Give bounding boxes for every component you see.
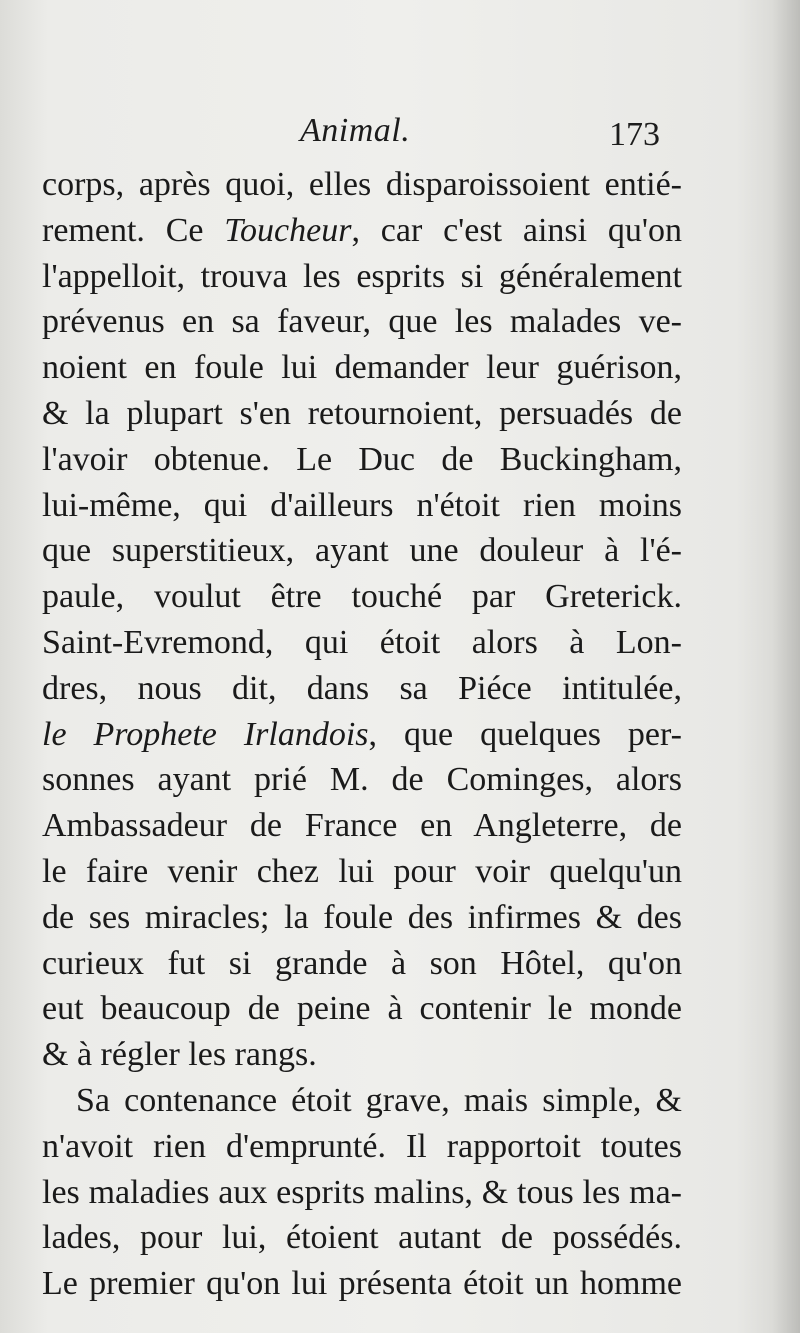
text-line: n'avoit rien d'emprunté. Il rapportoit toutes <box>42 1127 682 1165</box>
text-line: que superstitieux, ayant une douleur à l'é- <box>42 532 682 570</box>
text-line: eut beaucoup de peine à contenir le monde <box>42 990 682 1028</box>
text-line: les maladies aux esprits malins, & tous les ma- <box>42 1173 682 1211</box>
text-line: Ambassadeur de France en Angleterre, de <box>42 807 682 845</box>
text-line: de ses miracles; la foule des infirmes & des <box>42 898 682 936</box>
text-line: lades, pour lui, étoient autant de possédés. <box>42 1219 682 1257</box>
text-line: noient en foule lui demander leur guérison, <box>42 349 682 387</box>
text-line: & à régler les rangs. <box>42 1036 317 1074</box>
page-number: 173 <box>609 116 660 153</box>
paragraph-2 <box>42 1078 682 1307</box>
text-line: & la plupart s'en retournoient, persuadés de <box>42 394 682 432</box>
text-line: le faire venir chez lui pour voir quelqu'un <box>42 852 682 890</box>
text-line: Le premier qu'on lui présenta étoit un homme <box>42 1265 682 1303</box>
paragraph-1 <box>42 162 682 1078</box>
text-line: sonnes ayant prié M. de Cominges, alors <box>42 761 682 799</box>
body-text <box>42 162 682 1307</box>
text-line: l'avoir obtenue. Le Duc de Buckingham, <box>42 440 682 478</box>
text-line: dres, nous dit, dans sa Piéce intitulée, <box>42 669 682 707</box>
text-line: Saint-Evremond, qui étoit alors à Lon- <box>42 623 682 661</box>
text-line: paule, voulut être touché par Greterick. <box>42 578 682 616</box>
page-header <box>300 112 660 162</box>
text-line: curieux fut si grande à son Hôtel, qu'on <box>42 944 682 982</box>
text-line: lui-même, qui d'ailleurs n'étoit rien moins <box>42 486 682 524</box>
text-line: rement. Ce Toucheur, car c'est ainsi qu'on <box>42 211 682 249</box>
text-line: prévenus en sa faveur, que les malades ve- <box>42 303 682 341</box>
page-edge-shadow <box>772 0 800 1333</box>
running-title: Animal. <box>300 112 411 149</box>
text-line: l'appelloit, trouva les esprits si généralement <box>42 257 682 295</box>
text-line: le Prophete Irlandois, que quelques per- <box>42 715 682 753</box>
text-line: corps, après quoi, elles disparoissoient entié- <box>42 166 682 203</box>
text-line: Sa contenance étoit grave, mais simple, & <box>76 1081 682 1119</box>
